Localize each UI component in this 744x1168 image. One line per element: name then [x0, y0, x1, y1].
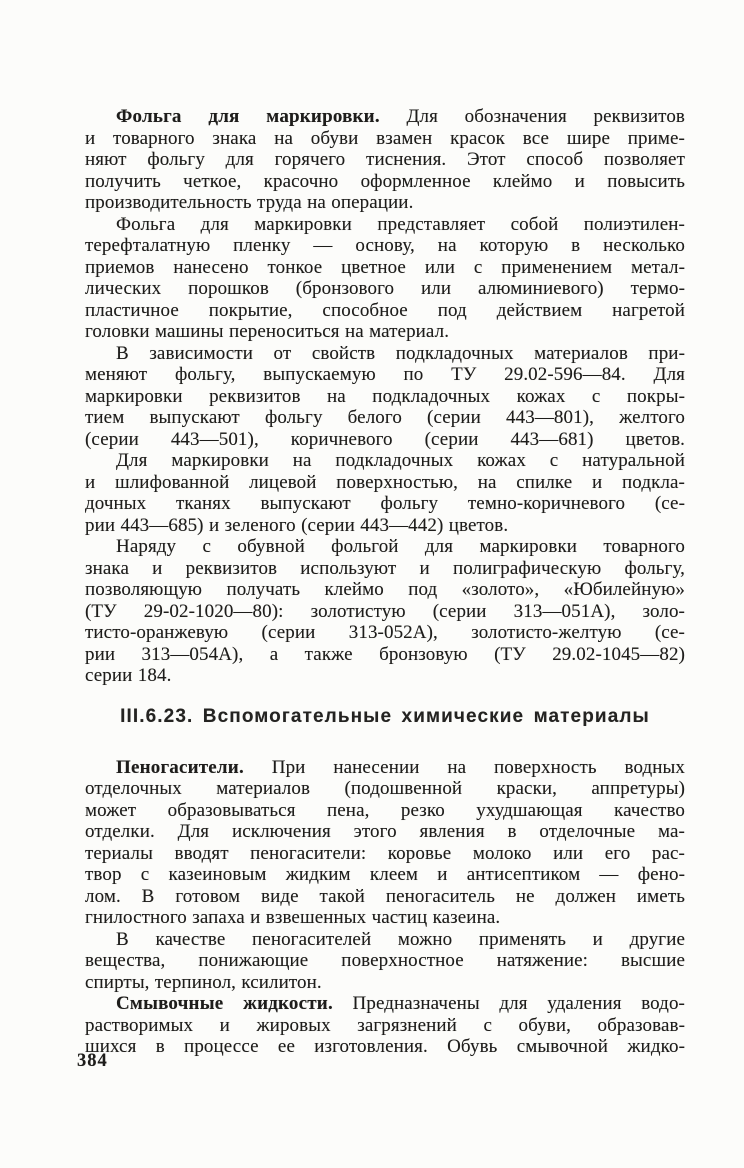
paragraph	[85, 450, 685, 536]
text-line	[85, 192, 685, 214]
text-line	[85, 429, 685, 451]
body-text: вещества, понижающие поверхностное натяжение: высшие	[85, 950, 685, 971]
text-line	[85, 972, 685, 994]
text-line	[85, 343, 685, 365]
paragraph	[85, 993, 685, 1058]
text-line	[85, 950, 685, 972]
text-line	[85, 300, 685, 322]
body-text: отделочных материалов (подошвенной краски, аппретуры)	[85, 778, 685, 799]
text-line	[85, 1015, 685, 1037]
text-line	[85, 128, 685, 150]
text-line	[85, 907, 685, 929]
paragraph	[85, 106, 685, 214]
body-text: Фольга для маркировки представляет собой полиэтилен-	[116, 213, 685, 235]
paragraph	[85, 343, 685, 451]
body-text: меняют фольгу, выпускаемую по ТУ 29.02-596—84. Для	[85, 364, 685, 385]
text-line	[85, 407, 685, 429]
body-text: тисто-оранжевую (серии 313-052А), золотисто-желтую (се-	[85, 622, 685, 643]
body-text: Для маркировки на подкладочных кожах с натуральной	[116, 450, 685, 471]
body-text: (ТУ 29-02-1020—80): золотистую (серии 313—051А), золо-	[85, 600, 685, 622]
text-line	[85, 536, 685, 558]
body-text: серии 184.	[85, 665, 172, 686]
text-line	[85, 864, 685, 886]
body-text: териалы вводят пеногасители: коровье молоко или его рас-	[85, 842, 685, 864]
body-text: Для обозначения реквизитов	[379, 106, 685, 127]
text-line	[85, 386, 685, 408]
body-text: шихся в процессе ее изготовления. Обувь смывочной жидко-	[85, 1036, 685, 1057]
body-text: терефталатную пленку — основу, на которую в несколько	[85, 235, 685, 256]
body-text: тием выпускают фольгу белого (серии 443—801), желтого	[85, 407, 685, 428]
text-line	[85, 644, 685, 666]
body-text: и товарного знака на обуви взамен красок все шире приме-	[85, 127, 685, 149]
body-text: знака и реквизитов используют и полиграфическую фольгу,	[85, 557, 685, 579]
body-text: головки машины переноситься на материал.	[85, 321, 450, 342]
body-text: маркировки реквизитов на подкладочных кожах с покры-	[85, 385, 685, 407]
text-line	[85, 800, 685, 822]
body-text: лических порошков (бронзового или алюминиевого) термо-	[85, 278, 685, 299]
paragraph	[85, 929, 685, 994]
text-line	[85, 665, 685, 687]
paragraph	[85, 536, 685, 687]
text-line	[85, 622, 685, 644]
body-text: рии 313—054А), а также бронзовую (ТУ 29.02-1045—82)	[85, 643, 685, 665]
bold-text: Смывочные жидкости.	[116, 993, 333, 1014]
text-line	[85, 278, 685, 300]
text-line	[85, 214, 685, 236]
body-text: может образовываться пена, резко ухудшающая качество	[85, 799, 685, 821]
paragraph	[85, 757, 685, 929]
text-line	[85, 472, 685, 494]
body-text: При нанесении на поверхность водных	[243, 756, 685, 778]
text-line	[85, 821, 685, 843]
text-line	[85, 450, 685, 472]
paragraph	[85, 214, 685, 343]
body-text: лом. В готовом виде такой пеногаситель не должен иметь	[85, 885, 685, 907]
text-line	[85, 757, 685, 779]
section-heading: III.6.23. Вспомогательные химические материалы	[120, 705, 650, 727]
body-text: пластичное покрытие, способное под действием нагретой	[85, 299, 685, 321]
text-line	[85, 993, 685, 1015]
page-number: 384	[77, 1051, 108, 1071]
body-text: получить четкое, красочно оформленное клеймо и повысить	[85, 170, 685, 192]
body-text: В качестве пеногасителей можно применять и другие	[116, 928, 685, 950]
text-line	[85, 235, 685, 257]
text-line	[85, 364, 685, 386]
body-text: производительность труда на операции.	[85, 192, 414, 213]
bold-text: Фольга для маркировки.	[116, 106, 380, 127]
body-text: (серии 443—501), коричневого (серии 443—681) цветов.	[85, 428, 685, 450]
body-text: дочных тканях выпускают фольгу темно-коричневого (се-	[85, 493, 685, 514]
text-line	[85, 149, 685, 171]
text-line	[85, 601, 685, 623]
text-line	[85, 106, 685, 128]
body-text: няют фольгу для горячего тиснения. Этот способ позволяет	[85, 149, 685, 170]
body-text: твор с казеиновым жидким клеем и антисептиком — фено-	[85, 864, 685, 885]
body-text: Наряду с обувной фольгой для маркировки товарного	[116, 536, 685, 557]
text-line	[85, 493, 685, 515]
text-line	[85, 1036, 685, 1058]
body-text: Предназначены для удаления водо-	[332, 993, 685, 1014]
text-line	[85, 515, 685, 537]
body-text: отделки. Для исключения этого явления в отделочные ма-	[85, 821, 685, 842]
body-text: В зависимости от свойств подкладочных материалов при-	[116, 342, 685, 364]
text-line	[85, 171, 685, 193]
body-text: спирты, терпинол, ксилитон.	[85, 971, 322, 993]
body-text: растворимых и жировых загрязнений с обуви, образовав-	[85, 1014, 685, 1036]
text-line	[85, 929, 685, 951]
text-line	[85, 579, 685, 601]
text-line	[85, 886, 685, 908]
text-line	[85, 257, 685, 279]
text-line	[85, 558, 685, 580]
text-line	[85, 778, 685, 800]
text-line	[85, 321, 685, 343]
body-text: позволяющую получать клеймо под «золото», «Юбилейную»	[85, 579, 685, 600]
text-line	[85, 843, 685, 865]
text-block	[85, 106, 685, 1058]
body-text: рии 443—685) и зеленого (серии 443—442) цветов.	[85, 514, 509, 536]
body-text: приемов нанесено тонкое цветное или с применением метал-	[85, 256, 685, 278]
bold-text: Пеногасители.	[116, 756, 244, 778]
body-text: и шлифованной лицевой поверхностью, на спилке и подкла-	[85, 471, 685, 493]
body-text: гнилостного запаха и взвешенных частиц казеина.	[85, 907, 501, 928]
